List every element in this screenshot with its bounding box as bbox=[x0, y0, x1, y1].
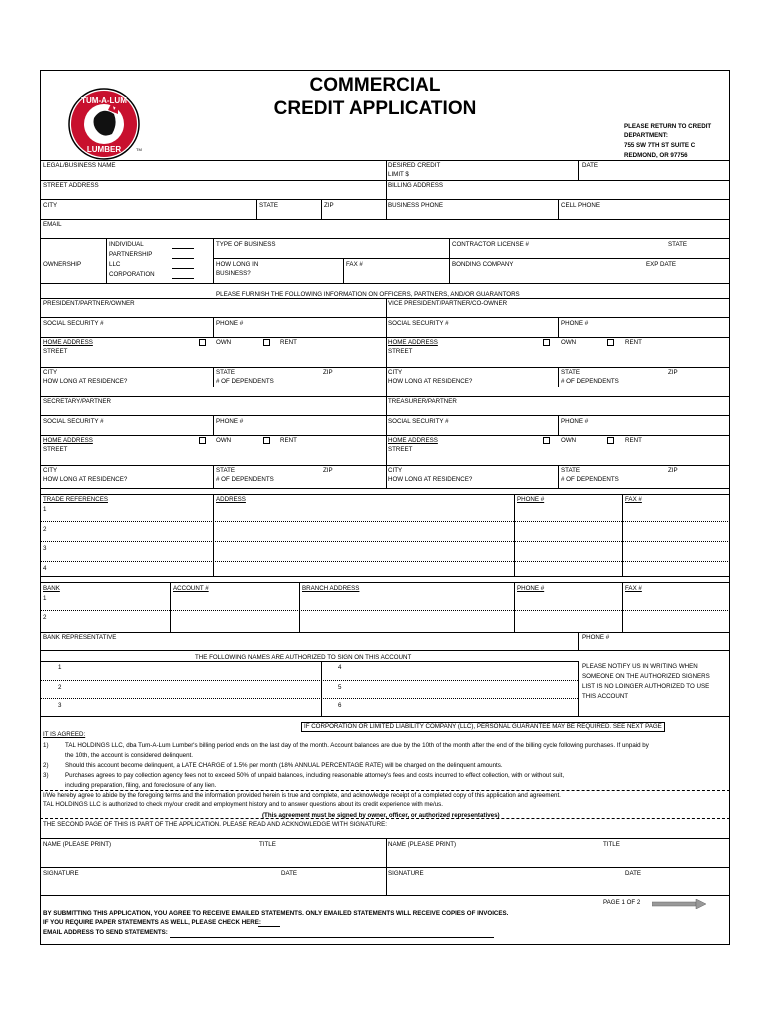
trade-row-3[interactable]: 3 bbox=[43, 545, 47, 552]
page-title-line1: COMMERCIAL bbox=[309, 75, 441, 96]
secretary-field[interactable]: SECRETARY/PARTNER bbox=[43, 398, 111, 405]
bank-rep-phone-field[interactable]: PHONE # bbox=[582, 634, 610, 641]
president-phone-field[interactable]: PHONE # bbox=[216, 320, 244, 327]
license-state-field[interactable]: STATE bbox=[668, 241, 688, 248]
trade-row-1[interactable]: 1 bbox=[43, 506, 47, 513]
return-to-line3: 755 SW 7TH ST SUITE C bbox=[624, 142, 696, 149]
treasurer-zip-field[interactable]: ZIP bbox=[668, 467, 678, 474]
desired-credit-label: DESIRED CREDIT bbox=[388, 162, 441, 169]
city-field[interactable]: CITY bbox=[43, 202, 58, 209]
bank-branch-header: BRANCH ADDRESS bbox=[302, 585, 360, 592]
signer-2[interactable]: 2 bbox=[58, 684, 62, 691]
date-field-left[interactable]: DATE bbox=[281, 870, 298, 877]
secretary-own-checkbox[interactable] bbox=[199, 437, 206, 444]
ownership-individual: INDIVIDUAL bbox=[109, 241, 144, 248]
bonding-company-field[interactable]: BONDING COMPANY bbox=[452, 261, 514, 268]
president-field[interactable]: PRESIDENT/PARTNER/OWNER bbox=[43, 300, 135, 307]
vp-state-field[interactable]: STATE bbox=[561, 369, 581, 376]
treasurer-phone-field[interactable]: PHONE # bbox=[561, 418, 589, 425]
officers-instructions: PLEASE FURNISH THE FOLLOWING INFORMATION ON OFFICERS, PARTNERS, AND/OR GUARANTORS bbox=[216, 291, 520, 298]
billing-address-field[interactable]: BILLING ADDRESS bbox=[388, 182, 444, 189]
authorized-header: THE FOLLOWING NAMES ARE AUTHORIZED TO SIGN ON THIS ACCOUNT bbox=[195, 654, 412, 661]
vp-home-address: HOME ADDRESS bbox=[388, 339, 438, 346]
trade-row-4[interactable]: 4 bbox=[43, 565, 47, 572]
secretary-state-field[interactable]: STATE bbox=[216, 467, 236, 474]
term-1-number: 1) bbox=[43, 742, 49, 749]
cell-phone-field[interactable]: CELL PHONE bbox=[561, 202, 600, 209]
exp-date-field[interactable]: EXP DATE bbox=[646, 261, 677, 268]
title-field-right[interactable]: TITLE bbox=[603, 841, 620, 848]
secretary-dependents-field[interactable]: # OF DEPENDENTS bbox=[216, 476, 274, 483]
name-print-field-right[interactable]: NAME (PLEASE PRINT) bbox=[388, 841, 457, 848]
agreement-line-2: TAL HOLDINGS LLC is authorized to check my/our credit and employment history and to answer questions about its credit experience with me/us. bbox=[43, 801, 443, 808]
treasurer-city-field[interactable]: CITY bbox=[388, 467, 403, 474]
legal-name-field[interactable]: LEGAL/BUSINESS NAME bbox=[43, 162, 116, 169]
email-address-line[interactable] bbox=[170, 937, 494, 938]
vice-president-field[interactable]: VICE PRESIDENT/PARTNER/CO-OWNER bbox=[388, 300, 508, 307]
term-3-line-b: including preparation, filing, and foreclosure of any lien. bbox=[65, 782, 217, 789]
guarantee-note: IF CORPORATION OR LIMITED LIABILITY COMPANY (LLC), PERSONAL GUARANTEE MAY BE REQUIRED. SEE NEXT PAGE bbox=[301, 722, 665, 732]
bank-row-2[interactable]: 2 bbox=[43, 614, 47, 621]
signature-field-right[interactable]: SIGNATURE bbox=[388, 870, 424, 877]
term-2-number: 2) bbox=[43, 762, 49, 769]
how-long-label-1: HOW LONG IN bbox=[216, 261, 259, 268]
president-rent-checkbox[interactable] bbox=[263, 339, 270, 346]
paper-statements-check[interactable] bbox=[258, 926, 280, 927]
president-own-label: OWN bbox=[216, 339, 232, 346]
secretary-residence-field[interactable]: HOW LONG AT RESIDENCE? bbox=[43, 476, 128, 483]
page-title-line2: CREDIT APPLICATION bbox=[273, 98, 477, 119]
return-to-line1: PLEASE RETURN TO CREDIT bbox=[624, 123, 712, 130]
authorized-notice-2: SOMEONE ON THE AUTHORIZED SIGNERS bbox=[582, 673, 710, 680]
return-to-line2: DEPARTMENT: bbox=[624, 132, 668, 139]
bank-row-1[interactable]: 1 bbox=[43, 595, 47, 602]
tum-a-lum-logo bbox=[68, 88, 140, 160]
email-address-label: EMAIL ADDRESS TO SEND STATEMENTS: bbox=[43, 929, 168, 936]
signer-5[interactable]: 5 bbox=[338, 684, 342, 691]
treasurer-street-field[interactable]: STREET bbox=[388, 446, 413, 453]
ownership-partnership: PARTNERSHIP bbox=[109, 251, 153, 258]
vp-zip-field[interactable]: ZIP bbox=[668, 369, 678, 376]
logo-trademark: TM bbox=[136, 147, 142, 152]
bank-phone-header: PHONE # bbox=[517, 585, 545, 592]
trade-row-2[interactable]: 2 bbox=[43, 526, 47, 533]
trade-phone-header: PHONE # bbox=[517, 496, 545, 503]
vp-rent-checkbox[interactable] bbox=[607, 339, 614, 346]
president-residence-field[interactable]: HOW LONG AT RESIDENCE? bbox=[43, 378, 128, 385]
secretary-rent-label: RENT bbox=[280, 437, 297, 444]
treasurer-state-field[interactable]: STATE bbox=[561, 467, 581, 474]
secretary-street-field[interactable]: STREET bbox=[43, 446, 68, 453]
term-3-line-a: Purchases agrees to pay collection agency fees not to exceed 50% of unpaid balances, including reasonable attorney's fees and costs incurred to effect collection, with or without suit, bbox=[65, 772, 565, 779]
bank-representative-field[interactable]: BANK REPRESENTATIVE bbox=[43, 634, 117, 641]
president-own-checkbox[interactable] bbox=[199, 339, 206, 346]
zip-field[interactable]: ZIP bbox=[324, 202, 334, 209]
vp-phone-field[interactable]: PHONE # bbox=[561, 320, 589, 327]
business-phone-field[interactable]: BUSINESS PHONE bbox=[388, 202, 444, 209]
term-1-line-a: TAL HOLDINGS LLC, dba Tum-A-Lum Lumber's billing period ends on the last day of the month. Account balances are due by the 10th of the month after the end of the billing cycle following purchases. If unpaid by bbox=[65, 742, 649, 749]
desired-credit-field[interactable]: LIMIT $ bbox=[388, 171, 409, 178]
corporation-blank[interactable] bbox=[172, 278, 194, 279]
ownership-llc: LLC bbox=[109, 261, 121, 268]
emailed-notice-2: IF YOU REQUIRE PAPER STATEMENTS AS WELL, PLEASE CHECK HERE: bbox=[43, 919, 261, 926]
street-address-field[interactable]: STREET ADDRESS bbox=[43, 182, 99, 189]
vp-residence-field[interactable]: HOW LONG AT RESIDENCE? bbox=[388, 378, 473, 385]
secretary-own-label: OWN bbox=[216, 437, 232, 444]
logo-bottom-text: LUMBER bbox=[86, 145, 122, 154]
signature-field-left[interactable]: SIGNATURE bbox=[43, 870, 79, 877]
treasurer-residence-field[interactable]: HOW LONG AT RESIDENCE? bbox=[388, 476, 473, 483]
bank-account-header: ACCOUNT # bbox=[173, 585, 209, 592]
signer-3[interactable]: 3 bbox=[58, 702, 62, 709]
treasurer-dependents-field[interactable]: # OF DEPENDENTS bbox=[561, 476, 619, 483]
individual-blank[interactable] bbox=[172, 248, 194, 249]
secretary-rent-checkbox[interactable] bbox=[263, 437, 270, 444]
contractor-license-field[interactable]: CONTRACTOR LICENSE # bbox=[452, 241, 529, 248]
vp-own-label: OWN bbox=[561, 339, 577, 346]
agreement-line-1: I/We hereby agree to abide by the foregoing terms and the information provided herein is true and complete, and acknowledge receipt of a completed copy of this application and agreement. bbox=[43, 792, 561, 799]
emailed-notice-1: BY SUBMITTING THIS APPLICATION, YOU AGREE TO RECEIVE EMAILED STATEMENTS. ONLY EMAILED STATEMENTS WILL RECEIVE COPIES OF INVOICES. bbox=[43, 910, 509, 917]
trade-address-header: ADDRESS bbox=[216, 496, 246, 503]
trade-fax-header: FAX # bbox=[625, 496, 642, 503]
treasurer-home-address: HOME ADDRESS bbox=[388, 437, 438, 444]
page-number: PAGE 1 OF 2 bbox=[603, 899, 641, 906]
fax-field[interactable]: FAX # bbox=[346, 261, 363, 268]
treasurer-own-label: OWN bbox=[561, 437, 577, 444]
president-ssn-field[interactable]: SOCIAL SECURITY # bbox=[43, 320, 104, 327]
date-field[interactable]: DATE bbox=[582, 162, 599, 169]
president-rent-label: RENT bbox=[280, 339, 297, 346]
return-to-line4: REDMOND, OR 97756 bbox=[624, 152, 688, 159]
signer-6[interactable]: 6 bbox=[338, 702, 342, 709]
vp-dependents-field[interactable]: # OF DEPENDENTS bbox=[561, 378, 619, 385]
type-of-business-field[interactable]: TYPE OF BUSINESS bbox=[216, 241, 276, 248]
vp-own-checkbox[interactable] bbox=[543, 339, 550, 346]
signer-1[interactable]: 1 bbox=[58, 664, 62, 671]
vp-city-field[interactable]: CITY bbox=[388, 369, 403, 376]
title-field-left[interactable]: TITLE bbox=[259, 841, 276, 848]
president-zip-field[interactable]: ZIP bbox=[323, 369, 333, 376]
president-state-field[interactable]: STATE bbox=[216, 369, 236, 376]
how-long-field[interactable]: BUSINESS? bbox=[216, 270, 251, 277]
ownership-label: OWNERSHIP bbox=[43, 261, 82, 268]
treasurer-rent-checkbox[interactable] bbox=[607, 437, 614, 444]
treasurer-ssn-field[interactable]: SOCIAL SECURITY # bbox=[388, 418, 449, 425]
vp-street-field[interactable]: STREET bbox=[388, 348, 413, 355]
second-page-note: THE SECOND PAGE OF THIS IS PART OF THE APPLICATION. PLEASE READ AND ACKNOWLEDGE WITH SIGNATURE: bbox=[43, 821, 387, 828]
logo-top-text: TUM-A-LUM bbox=[81, 96, 127, 105]
president-city-field[interactable]: CITY bbox=[43, 369, 58, 376]
term-2-line: Should this account become delinquent, a LATE CHARGE of 1.5% per month (18% ANNUAL PERCENTAGE RATE) will be charged on the delinquent amounts. bbox=[65, 762, 503, 769]
authorized-notice-3: LIST IS NO LOINGER AUTHORIZED TO USE bbox=[582, 683, 710, 690]
term-3-number: 3) bbox=[43, 772, 49, 779]
treasurer-field[interactable]: TREASURER/PARTNER bbox=[388, 398, 457, 405]
vp-rent-label: RENT bbox=[625, 339, 642, 346]
next-page-arrow-icon bbox=[652, 899, 706, 909]
name-print-field-left[interactable]: NAME (PLEASE PRINT) bbox=[43, 841, 112, 848]
president-home-address: HOME ADDRESS bbox=[43, 339, 93, 346]
secretary-ssn-field[interactable]: SOCIAL SECURITY # bbox=[43, 418, 104, 425]
term-1-line-b: the 10th, the account is considered delinquent. bbox=[65, 752, 193, 759]
secretary-home-address: HOME ADDRESS bbox=[43, 437, 93, 444]
state-field[interactable]: STATE bbox=[259, 202, 279, 209]
partnership-blank[interactable] bbox=[172, 258, 194, 259]
bank-fax-header: FAX # bbox=[625, 585, 642, 592]
president-dependents-field[interactable]: # OF DEPENDENTS bbox=[216, 378, 274, 385]
email-field[interactable]: EMAIL bbox=[43, 221, 62, 228]
authorized-notice-1: PLEASE NOTIFY US IN WRITING WHEN bbox=[582, 663, 698, 670]
trade-references-header: TRADE REFERENCES bbox=[43, 496, 108, 503]
secretary-zip-field[interactable]: ZIP bbox=[323, 467, 333, 474]
llc-blank[interactable] bbox=[172, 268, 194, 269]
secretary-phone-field[interactable]: PHONE # bbox=[216, 418, 244, 425]
treasurer-own-checkbox[interactable] bbox=[543, 437, 550, 444]
president-street-field[interactable]: STREET bbox=[43, 348, 68, 355]
signer-4[interactable]: 4 bbox=[338, 664, 342, 671]
ownership-corporation: CORPORATION bbox=[109, 271, 155, 278]
signed-note: (This agreement must be signed by owner, officer, or authorized representatives) bbox=[262, 812, 500, 819]
treasurer-rent-label: RENT bbox=[625, 437, 642, 444]
date-field-right[interactable]: DATE bbox=[625, 870, 642, 877]
authorized-notice-4: THIS ACCOUNT bbox=[582, 693, 629, 700]
it-is-agreed: IT IS AGREED: bbox=[43, 731, 86, 738]
vp-ssn-field[interactable]: SOCIAL SECURITY # bbox=[388, 320, 449, 327]
secretary-city-field[interactable]: CITY bbox=[43, 467, 58, 474]
bank-header: BANK bbox=[43, 585, 60, 592]
